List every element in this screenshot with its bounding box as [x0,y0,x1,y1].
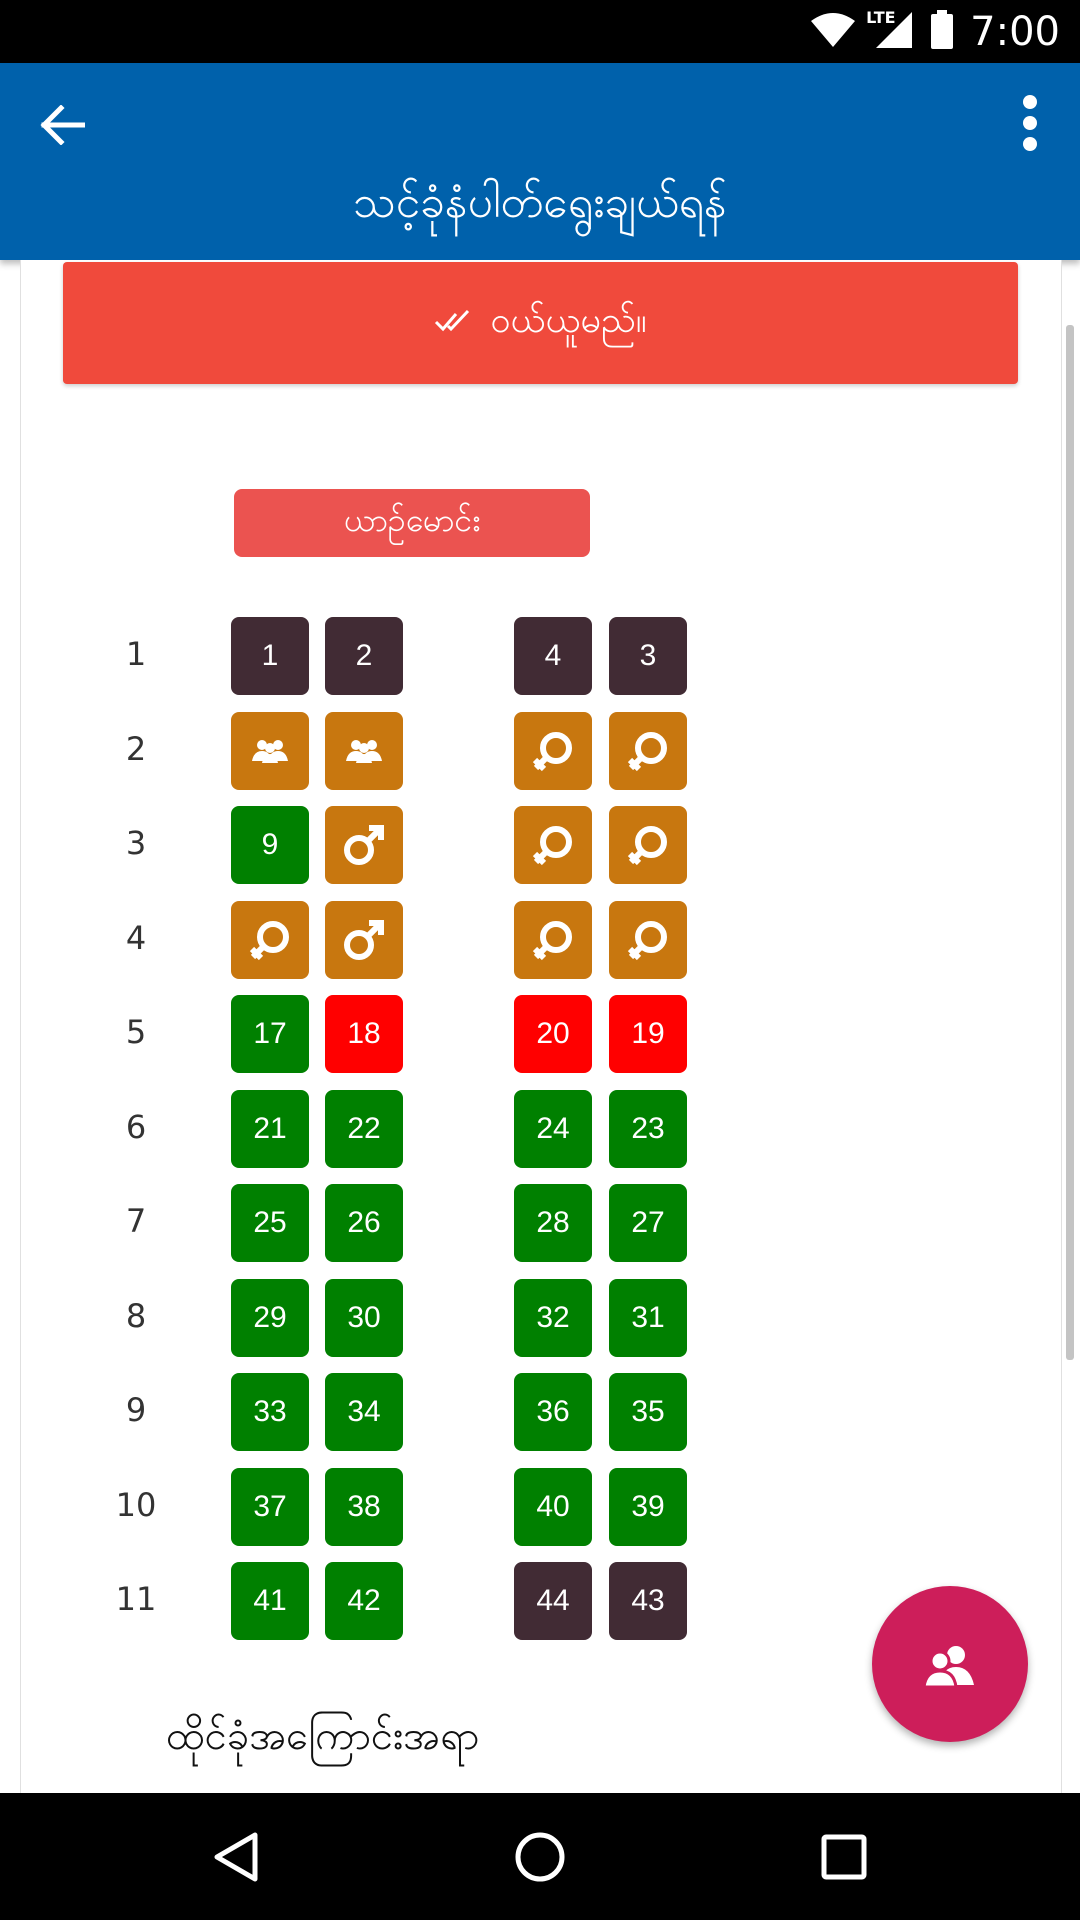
seat-available[interactable] [609,1184,687,1262]
seat-available[interactable] [231,1562,309,1640]
cellular-icon [866,7,914,54]
row-label: 8 [125,1296,147,1335]
seat-number: 37 [253,1489,287,1523]
seat-number: 26 [347,1206,381,1239]
driver-label: ယာဉ်မောင်း [234,489,590,557]
row-label: 7 [125,1202,147,1240]
seat-number: 31 [631,1300,665,1334]
seat-number: 33 [253,1395,287,1428]
buy-button[interactable] [63,262,1018,384]
seat-number: 18 [347,1017,381,1050]
back-button[interactable] [30,93,94,157]
seat-number: 39 [631,1489,665,1523]
seat-number: 38 [347,1489,381,1523]
seat-reserved[interactable] [325,901,403,979]
row-label: 9 [125,1391,147,1429]
row-label: 1 [125,635,147,673]
row-label: 4 [125,918,147,957]
nav-back-button[interactable] [176,1793,296,1920]
seat-reserved[interactable] [609,901,687,979]
seat-available[interactable] [514,1184,592,1262]
seat-number: 19 [631,1017,665,1050]
buy-button-label: ဝယ်ယူမည်။ [490,300,647,341]
seat-booked[interactable] [231,617,309,695]
seat-available[interactable] [514,1090,592,1168]
seat-booked[interactable] [609,617,687,695]
seat-available[interactable] [514,1468,592,1546]
female-icon [625,917,671,963]
seat-available[interactable] [325,1562,403,1640]
seat-number: 34 [347,1395,381,1428]
seat-available[interactable] [325,1373,403,1451]
seat-number: 17 [253,1017,287,1050]
status-time: 7:00 [970,8,1060,55]
seat-booked[interactable] [514,1562,592,1640]
row-label: 5 [125,1013,147,1051]
battery-icon [930,10,954,54]
row-label: 11 [115,1580,157,1618]
status-bar [0,0,1080,63]
seat-number: 44 [536,1584,570,1617]
seat-reserved[interactable] [609,806,687,884]
seat-available[interactable] [231,1184,309,1262]
nav-home-button[interactable] [480,1793,600,1920]
seat-number: 28 [536,1206,570,1239]
seat-available[interactable] [325,1468,403,1546]
contacts-fab[interactable] [872,1586,1028,1742]
seat-number: 9 [261,828,279,861]
row-label: 6 [125,1107,147,1146]
seat-reserved[interactable] [609,712,687,790]
seat-reserved[interactable] [514,901,592,979]
network-label: LTE [866,7,896,27]
seat-available[interactable] [514,1279,592,1357]
seat-number: 36 [536,1395,570,1428]
seat-available[interactable] [325,1090,403,1168]
seat-reserved[interactable] [231,901,309,979]
seat-available[interactable] [231,1373,309,1451]
app-bar [0,63,1080,260]
seat-available[interactable] [231,1468,309,1546]
scrollbar[interactable] [1066,325,1074,1360]
seat-reserved[interactable] [514,806,592,884]
seat-reserved[interactable] [231,712,309,790]
recents-square-icon [821,1834,867,1880]
row-label: 3 [125,824,147,862]
arrow-left-icon [39,105,85,145]
more-vertical-icon [1022,95,1038,151]
group-icon [344,739,384,763]
seat-available[interactable] [325,1184,403,1262]
seat-available[interactable] [609,1090,687,1168]
female-icon [625,822,671,868]
seat-number: 29 [253,1300,287,1334]
seat-available[interactable] [609,1468,687,1546]
female-icon [530,917,576,963]
seat-reserved[interactable] [514,712,592,790]
seat-reserved[interactable] [325,806,403,884]
seat-booked[interactable] [609,1562,687,1640]
seat-number: 25 [253,1206,287,1239]
seat-number: 4 [544,639,562,672]
seat-number: 3 [639,639,657,672]
nav-recents-button[interactable] [784,1793,904,1920]
seat-available[interactable] [609,1373,687,1451]
seat-number: 24 [536,1111,570,1145]
home-circle-icon [514,1831,566,1883]
female-icon [625,728,671,774]
seat-number: 43 [631,1584,665,1617]
seat-available[interactable] [231,995,309,1073]
female-icon [530,728,576,774]
seat-selected[interactable] [325,995,403,1073]
group-icon [250,739,290,763]
male-icon [341,917,387,963]
system-nav-bar [0,1793,1080,1920]
contacts-icon [922,1641,978,1687]
seat-number: 30 [347,1300,381,1334]
seat-number: 40 [536,1489,570,1523]
seat-info-heading: ထိုင်ခုံအကြောင်းအရာ [166,1713,480,1759]
seat-available[interactable] [609,1279,687,1357]
seat-number: 22 [347,1111,381,1145]
seat-number: 23 [631,1111,665,1145]
seat-selected[interactable] [609,995,687,1073]
row-label: 2 [125,729,147,768]
seat-available[interactable] [514,1373,592,1451]
seat-available[interactable] [325,1279,403,1357]
seat-available[interactable] [231,1279,309,1357]
female-icon [530,822,576,868]
seat-available[interactable] [231,1090,309,1168]
wifi-icon [810,11,856,53]
seat-number: 35 [631,1395,665,1428]
male-icon [341,822,387,868]
seat-number: 21 [253,1111,287,1145]
row-label: 10 [115,1485,157,1524]
seat-available[interactable] [231,806,309,884]
seat-number: 2 [355,639,373,672]
seat-number: 20 [536,1017,570,1050]
back-triangle-icon [213,1832,259,1882]
seat-number: 41 [253,1584,287,1617]
seat-selected[interactable] [514,995,592,1073]
seat-booked[interactable] [514,617,592,695]
seat-booked[interactable] [325,617,403,695]
page-title: သင့်ခုံနံပါတ်ရွေးချယ်ရန် [353,177,727,228]
seat-number: 32 [536,1300,570,1334]
double-check-icon [434,303,474,343]
female-icon [247,917,293,963]
seat-number: 1 [261,639,279,672]
seat-number: 27 [631,1206,665,1239]
more-options-button[interactable] [1000,88,1060,158]
seat-reserved[interactable] [325,712,403,790]
seat-number: 42 [347,1584,381,1617]
status-icons [810,0,1060,63]
